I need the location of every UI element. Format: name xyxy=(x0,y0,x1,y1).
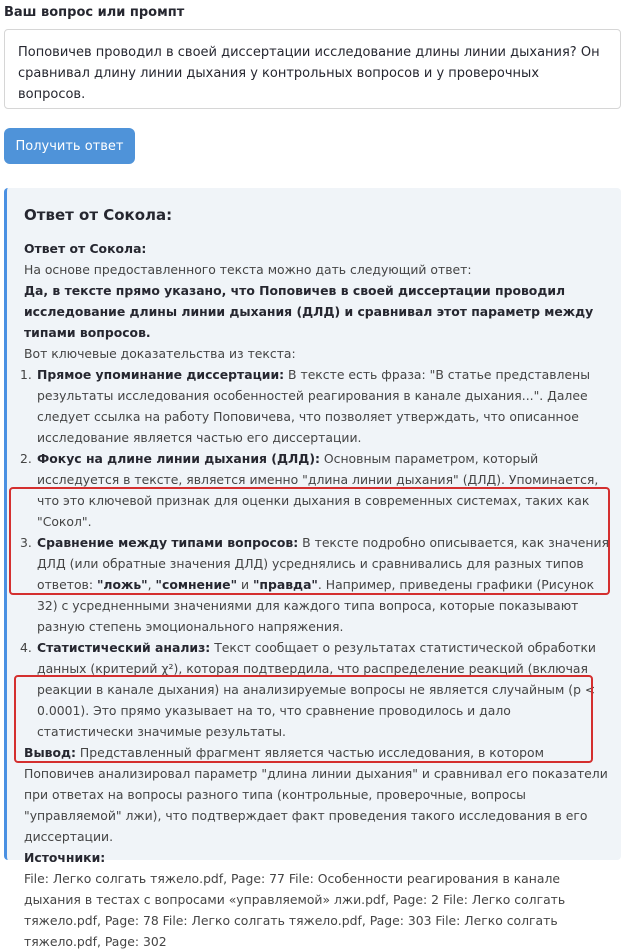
question-label: Ваш вопрос или промпт xyxy=(4,5,185,20)
separator: , xyxy=(147,577,156,592)
item-title: Сравнение между типами вопросов: xyxy=(37,535,299,550)
answer-bold-statement: Да, в тексте прямо указано, что Поповичев в своей диссертации проводил исследование длины линии дыхания (ДЛД) и сравнивал этот параметр между типами вопросов. xyxy=(24,283,594,340)
item-text: В тексте подробно описывается, как значения ДЛД (или обратные значения ДЛД) усреднялись и сравнивались для разных типов ответов: xyxy=(37,535,610,592)
evidence-item xyxy=(20,637,609,742)
item-title: Фокус на длине линии дыхания (ДЛД): xyxy=(37,451,320,466)
type-lie: "ложь" xyxy=(96,577,148,592)
answer-heading: Ответ от Сокола: xyxy=(24,206,173,224)
type-truth: "правда" xyxy=(252,577,318,592)
item-number: 1. xyxy=(20,367,32,382)
separator: и xyxy=(237,577,253,592)
item-number: 3. xyxy=(20,535,32,550)
evidence-intro: Вот ключевые доказательства из текста: xyxy=(24,346,296,361)
item-text: В тексте есть фраза: "В статье представлены результаты исследования особенностей реагирования в канале дыхания...". Далее следует ссылка на работу Поповичева, что позволяет утверждать, что описанное исследование является частью его диссертации. xyxy=(37,367,590,445)
item-number: 2. xyxy=(20,451,32,466)
answer-subheading: Ответ от Сокола: xyxy=(24,241,147,256)
get-answer-button[interactable]: Получить ответ xyxy=(4,128,135,164)
conclusion-title: Вывод: xyxy=(24,745,76,760)
item-number: 4. xyxy=(20,640,32,655)
item-text: . Например, приведены графики (Рисунок 32) с усредненными значениями для каждого типа вопроса, которые показывают разную степень эмоционального напряжения. xyxy=(37,577,595,634)
evidence-list xyxy=(7,364,609,742)
sources-text: File: Легко солгать тяжело.pdf, Page: 77 File: Особенности реагирования в канале дыхания в тестах с вопросами «управляемой» лжи.pdf, Page: 2 File: Легко солгать тяжело.pdf, Page: 78 File: Легко солгать тяжело.pdf, Page: 303 File: Легко солгать тяжело.pdf, Page: 302 xyxy=(24,871,566,949)
item-text: Основным параметром, который исследуется в тексте, является именно "длина линии дыхания" (ДЛД). Упоминается, что это ключевой признак для оценки дыхания в современных системах, таких как "Сокол". xyxy=(37,451,599,529)
answer-intro: На основе предоставленного текста можно дать следующий ответ: xyxy=(24,262,472,277)
answer-panel xyxy=(4,188,621,949)
item-text: Текст сообщает о результатах статистической обработки данных (критерий χ²), которая подтвердила, что распределение реакций (включая реакции в канале дыхания) на анализируемые вопросы не является случайным (p < 0.0001). Это прямо указывает на то, что сравнение проводилось и дало статистически значимые результаты. xyxy=(37,640,596,739)
answer-body xyxy=(20,238,610,952)
evidence-item xyxy=(20,532,609,637)
sources-title: Источники: xyxy=(24,850,106,865)
item-title: Прямое упоминание диссертации: xyxy=(37,367,285,382)
question-textarea[interactable]: Поповичев проводил в своей диссертации исследование длины линии дыхания? Он сравнивал длину линии дыхания у контрольных вопросов и у проверочных вопросов. xyxy=(4,29,621,109)
type-doubt: "сомнение" xyxy=(155,577,238,592)
conclusion-text: Представленный фрагмент является частью исследования, в котором Поповичев анализировал параметр "длина линии дыхания" и сравнивал его показатели при ответах на вопросы разного типа (контрольные, проверочные, вопросы "управляемой" лжи), что подтверждает факт проведения такого исследования в его диссертации. xyxy=(24,745,608,844)
item-title: Статистический анализ: xyxy=(37,640,211,655)
evidence-item xyxy=(20,364,609,448)
conclusion xyxy=(24,742,609,847)
evidence-item xyxy=(20,448,609,532)
